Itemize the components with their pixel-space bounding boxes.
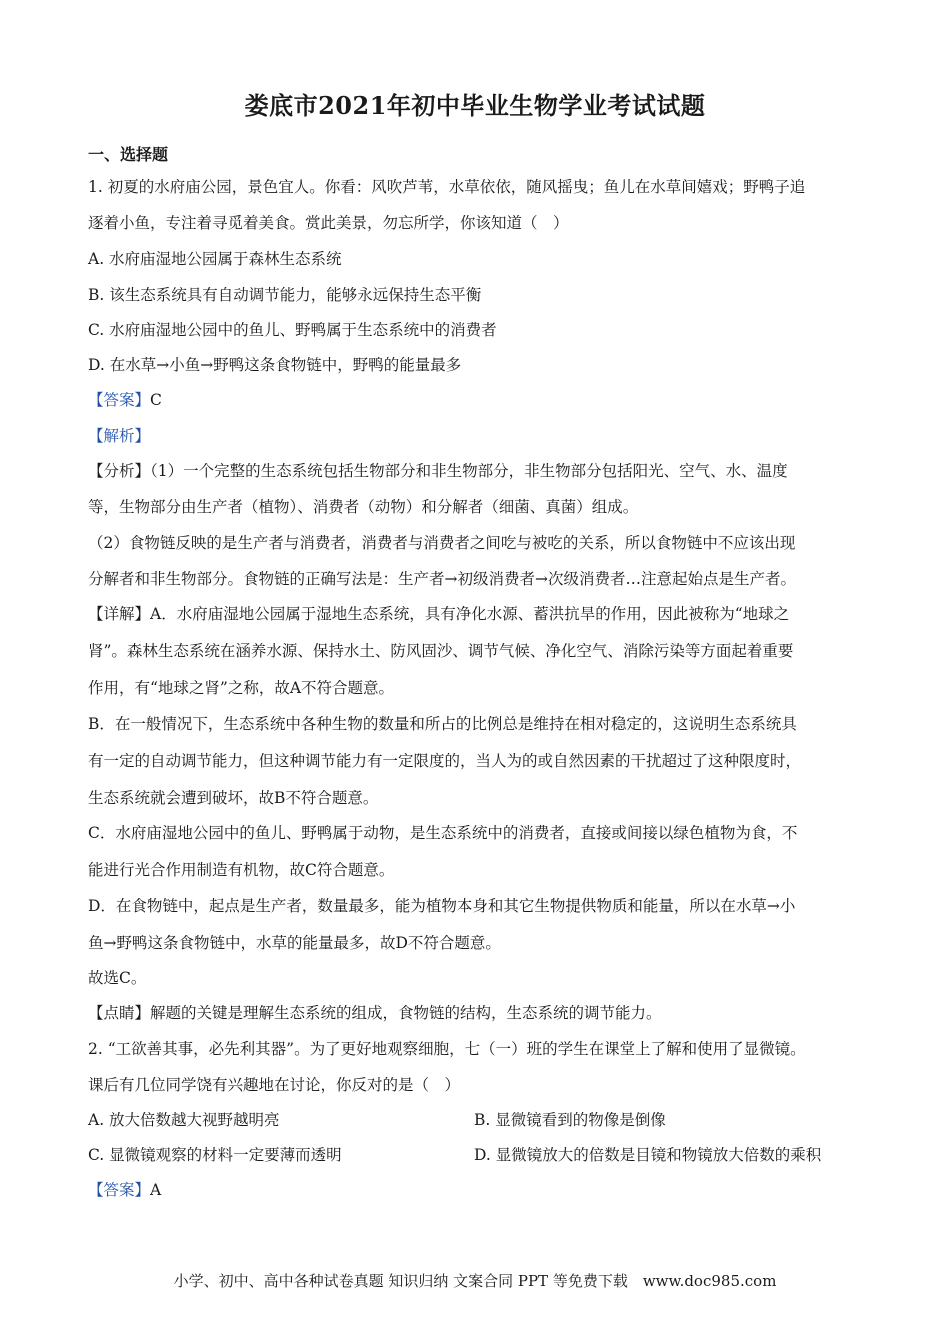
q1-option-d: D. 在水草→小鱼→野鸭这条食物链中，野鸭的能量最多 <box>88 356 462 374</box>
dianjing-tag: 【点睛】 <box>88 1004 151 1022</box>
q2-option-c: C. 显微镜观察的材料一定要薄而透明 <box>88 1146 342 1164</box>
q1-b-line-3: 生态系统就会遭到破坏，故B不符合题意。 <box>88 789 379 807</box>
q1-stem-line-2: 逐着小鱼，专注着寻觅着美食。赏此美景，勿忘所学，你该知道（ ） <box>88 214 569 232</box>
analysis-tag: 【解析】 <box>88 427 151 445</box>
section-heading: 一、选择题 <box>88 145 169 164</box>
q1-dianjing <box>88 1003 662 1023</box>
page-footer: 小学、初中、高中各种试卷真题 知识归纳 文案合同 PPT 等免费下载 www.doc985.com <box>173 1272 777 1290</box>
q1-fenxi-line-1 <box>88 461 788 481</box>
q1-b-line-2: 有一定的自动调节能力，但这种调节能力有一定限度的，当人为的或自然因素的干扰超过了这种限度时， <box>88 752 802 770</box>
fenxi-tag: 【分析】 <box>88 462 151 480</box>
q1-fenxi-line-3: （2）食物链反映的是生产者与消费者，消费者与消费者之间吃与被吃的关系，所以食物链中不应该出现 <box>88 534 796 552</box>
q2-stem-line-2: 课后有几位同学饶有兴趣地在讨论，你反对的是（ ） <box>88 1076 461 1094</box>
xiangjie-text-1: A．水府庙湿地公园属于湿地生态系统，具有净化水源、蓄洪抗旱的作用，因此被称为“地球之 <box>150 605 790 623</box>
answer-tag: 【答案】 <box>88 1181 151 1199</box>
q2-stem-line-1: 2. “工欲善其事，必先利其器”。为了更好地观察细胞，七（一）班的学生在课堂上了解和使用了显微镜。 <box>88 1040 806 1058</box>
q1-xiangjie-line-2: 肾”。森林生态系统在涵养水源、保持水土、防风固沙、调节气候、净化空气、消除污染等方面起着重要 <box>88 642 794 660</box>
q1-xiangjie-line-1 <box>88 604 789 624</box>
xiangjie-tag: 【详解】 <box>88 605 151 623</box>
q1-fenxi-line-4: 分解者和非生物部分。食物链的正确写法是：生产者→初级消费者→次级消费者…注意起始点是生产者。 <box>88 570 796 588</box>
q1-option-c: C. 水府庙湿地公园中的鱼儿、野鸭属于生态系统中的消费者 <box>88 321 497 339</box>
q2-option-b: B. 显微镜看到的物像是倒像 <box>474 1111 666 1129</box>
q1-conclusion: 故选C。 <box>88 969 147 987</box>
q1-c-line-2: 能进行光合作用制造有机物，故C符合题意。 <box>88 861 395 879</box>
q2-answer <box>88 1180 161 1200</box>
q1-xiangjie-line-3: 作用，有“地球之肾”之称，故A不符合题意。 <box>88 679 395 697</box>
q2-option-d: D. 显微镜放大的倍数是目镜和物镜放大倍数的乘积 <box>474 1146 822 1164</box>
answer-value: A <box>150 1181 162 1199</box>
q1-answer <box>88 390 162 410</box>
q1-stem-line-1: 1. 初夏的水府庙公园，景色宜人。你看：风吹芦苇，水草依依，随风摇曳；鱼儿在水草间嬉戏；野鸭子追 <box>88 178 806 196</box>
q1-d-line-2: 鱼→野鸭这条食物链中，水草的能量最多，故D不符合题意。 <box>88 934 501 952</box>
dianjing-text: 解题的关键是理解生态系统的组成，食物链的结构，生态系统的调节能力。 <box>150 1004 662 1022</box>
q2-option-a: A. 放大倍数越大视野越明亮 <box>88 1111 280 1129</box>
q1-analysis-heading <box>88 426 150 446</box>
page-title: 娄底市2021年初中毕业生物学业考试试题 <box>244 91 706 120</box>
q1-fenxi-line-2: 等，生物部分由生产者（植物）、消费者（动物）和分解者（细菌、真菌）组成。 <box>88 498 639 516</box>
answer-tag: 【答案】 <box>88 391 151 409</box>
fenxi-text-1: （1）一个完整的生态系统包括生物部分和非生物部分，非生物部分包括阳光、空气、水、温度 <box>150 462 788 480</box>
q1-c-line-1: C．水府庙湿地公园中的鱼儿、野鸭属于动物，是生态系统中的消费者，直接或间接以绿色植物为食，不 <box>88 824 798 842</box>
q1-b-line-1: B．在一般情况下，生态系统中各种生物的数量和所占的比例总是维持在相对稳定的，这说明生态系统具 <box>88 715 797 733</box>
q1-option-b: B. 该生态系统具有自动调节能力，能够永远保持生态平衡 <box>88 286 482 304</box>
answer-value: C <box>150 391 162 409</box>
q1-option-a: A. 水府庙湿地公园属于森林生态系统 <box>88 250 342 268</box>
q1-d-line-1: D．在食物链中，起点是生产者，数量最多，能为植物本身和其它生物提供物质和能量，所以在水草→小 <box>88 897 796 915</box>
